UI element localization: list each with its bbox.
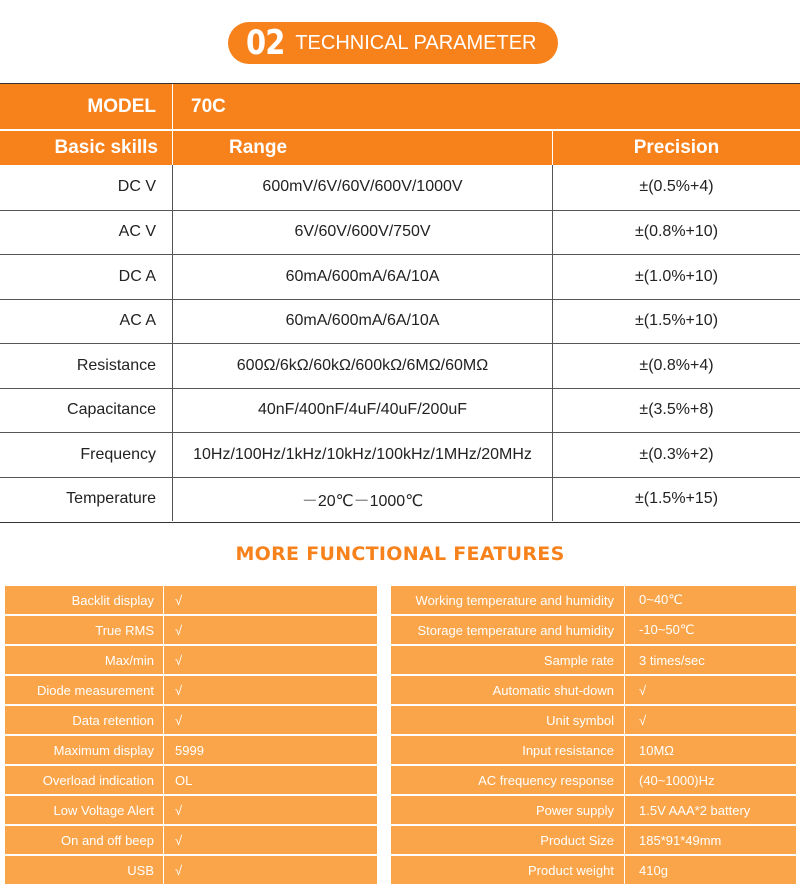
feature-name: Max/min [5,646,164,674]
feature-value: 0~40℃ [639,592,683,607]
feature-row [391,826,796,856]
feature-name: Low Voltage Alert [5,796,164,824]
feature-name: Automatic shut-down [391,676,625,704]
feature-row [5,796,377,826]
feature-row [5,736,377,766]
model-label: MODEL [0,84,173,129]
header-precision: Precision [633,137,720,158]
feature-name: Data retention [5,706,164,734]
feature-name: USB [5,856,164,884]
section-number: 02 [246,23,285,63]
range-cell: 6V/60V/600V/750V [173,211,553,255]
feature-row [391,766,796,796]
table-row [0,254,800,299]
feature-name: Overload indication [5,766,164,794]
precision-cell: ±(0.8%+10) [634,223,719,241]
feature-name: Diode measurement [5,676,164,704]
technical-parameter-table [0,83,800,523]
feature-row [391,706,796,736]
feature-name: Power supply [391,796,625,824]
feature-name: Unit symbol [391,706,625,734]
range-cell: 600mV/6V/60V/600V/1000V [173,165,553,210]
table-row [0,388,800,433]
precision-cell: ±(0.5%+4) [639,178,714,196]
function-cell: Capacitance [0,389,173,433]
feature-name: Input resistance [391,736,625,764]
model-value: 70C [191,95,226,117]
feature-value: 3 times/sec [639,652,705,668]
feature-row [391,736,796,766]
feature-row [5,586,377,616]
function-cell: Temperature [0,478,173,522]
feature-value: √ [175,862,183,878]
range-cell: 10Hz/100Hz/1kHz/10kHz/100kHz/1MHz/20MHz [173,433,553,477]
feature-name: Backlit display [5,586,164,614]
feature-row [391,646,796,676]
feature-value: √ [639,682,647,698]
feature-row [391,796,796,826]
precision-cell: ±(0.8%+4) [639,356,714,374]
function-cell: AC V [0,211,173,255]
table-row [0,432,800,477]
feature-name: Maximum display [5,736,164,764]
features-table-left [5,586,377,886]
feature-row [391,856,796,886]
feature-value: OL [175,772,193,788]
table-row [0,299,800,344]
precision-cell: ±(1.5%+15) [634,490,719,508]
feature-value: √ [175,712,183,728]
feature-name: True RMS [5,616,164,644]
section-header-technical-parameter [228,22,558,64]
feature-name: Product weight [391,856,625,884]
table-body [0,165,800,521]
table-row [0,343,800,388]
feature-value: 185*91*49mm [639,832,722,848]
function-cell: Resistance [0,344,173,388]
feature-value: √ [175,682,183,698]
model-row [0,84,800,131]
precision-cell: ±(0.3%+2) [639,445,714,463]
feature-row [5,706,377,736]
feature-row [5,616,377,646]
feature-row [5,676,377,706]
feature-name: Product Size [391,826,625,854]
feature-value: 10MΩ [639,742,675,758]
range-cell: 60mA/600mA/6A/10A [173,255,553,299]
header-range: Range [173,131,553,165]
range-cell: 600Ω/6kΩ/60kΩ/600kΩ/6MΩ/60MΩ [173,344,553,388]
feature-value: 410g [639,862,668,878]
precision-cell: ±(1.0%+10) [634,267,719,285]
feature-value: √ [639,712,647,728]
feature-value: -10~50℃ [639,622,695,637]
feature-value: √ [175,652,183,668]
feature-name: AC frequency response [391,766,625,794]
range-cell: －20℃－1000℃ [173,478,553,522]
feature-value: 1.5V AAA*2 battery [639,802,751,818]
feature-value: √ [175,592,183,608]
feature-row [391,616,796,646]
feature-row [5,766,377,796]
precision-cell: ±(1.5%+10) [634,312,719,330]
range-cell: 60mA/600mA/6A/10A [173,300,553,344]
table-row [0,477,800,522]
function-cell: AC A [0,300,173,344]
function-cell: DC V [0,165,173,210]
feature-value: √ [175,832,183,848]
feature-row [5,856,377,886]
function-cell: Frequency [0,433,173,477]
feature-name: Storage temperature and humidity [391,616,625,644]
header-basic-skills: Basic skills [0,131,173,165]
feature-value: √ [175,802,183,818]
feature-value: 5999 [175,742,204,758]
section-title: TECHNICAL PARAMETER [295,31,537,54]
feature-row [391,586,796,616]
table-header-row [0,131,800,165]
feature-value: (40~1000)Hz [639,772,715,788]
feature-row [5,646,377,676]
features-title: MORE FUNCTIONAL FEATURES [235,543,565,565]
table-row [0,165,800,210]
feature-value: √ [175,622,183,638]
range-cell: 40nF/400nF/4uF/40uF/200uF [173,389,553,433]
table-row [0,210,800,255]
feature-name: Sample rate [391,646,625,674]
feature-row [5,826,377,856]
function-cell: DC A [0,255,173,299]
feature-row [391,676,796,706]
precision-cell: ±(3.5%+8) [639,401,714,419]
feature-name: On and off beep [5,826,164,854]
features-table-right [391,586,796,886]
feature-name: Working temperature and humidity [391,586,625,614]
